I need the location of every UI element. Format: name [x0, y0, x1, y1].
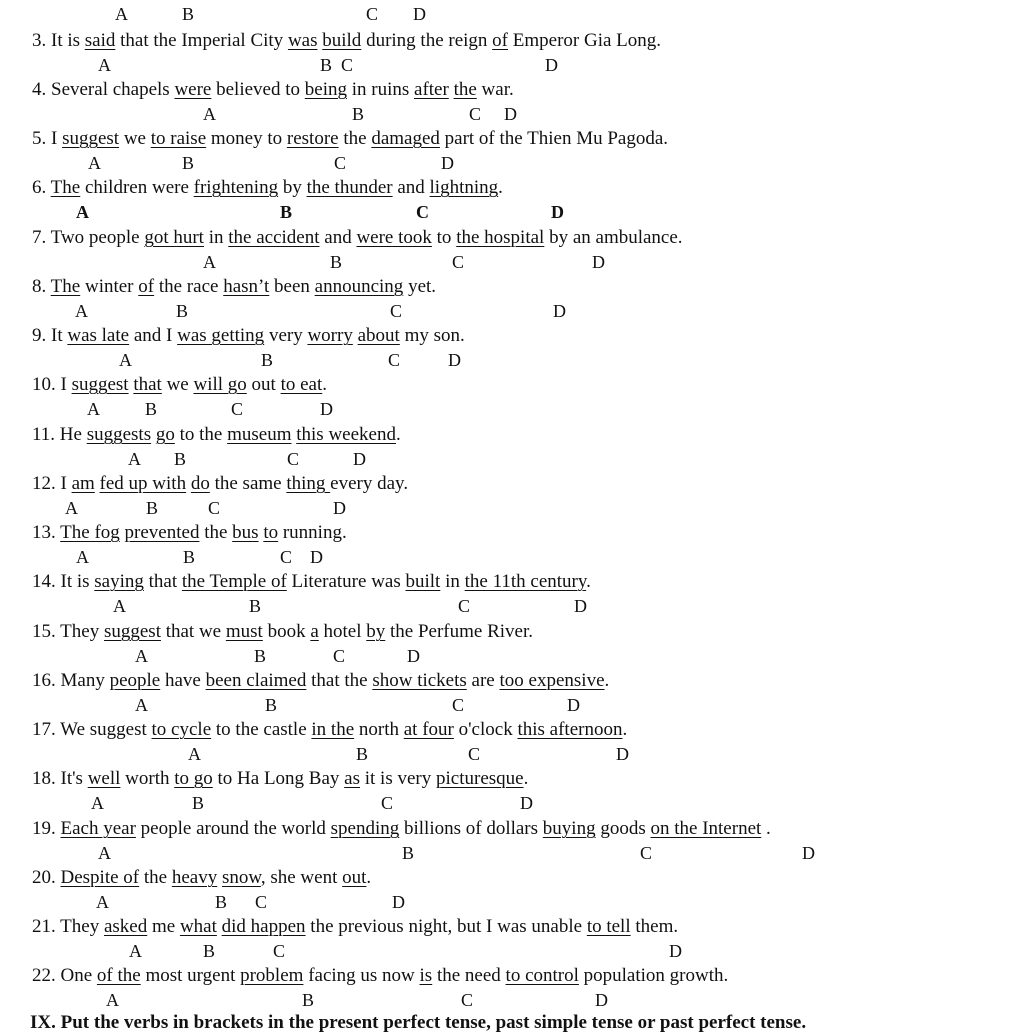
option-label-b: B — [249, 596, 262, 616]
underlined-option: this afternoon — [517, 719, 623, 740]
option-label-b: B — [330, 252, 343, 272]
sentence-text: to the castle — [211, 719, 312, 740]
sentence-text: Several chapels — [51, 79, 175, 100]
question-number: 12. — [32, 473, 61, 494]
sentence-text: the previous night, but I was unable — [305, 916, 587, 937]
underlined-option: got hurt — [144, 227, 204, 248]
option-label-c: C — [468, 744, 481, 764]
underlined-option: well — [87, 768, 121, 789]
option-label-c: C — [452, 695, 465, 715]
question-19 — [32, 818, 771, 840]
sentence-text: He — [59, 424, 87, 445]
option-label-c: C — [381, 793, 394, 813]
sentence-text: them. — [630, 916, 679, 937]
underlined-option: was late — [67, 325, 130, 346]
sentence-text: me — [147, 916, 180, 937]
question-number: 15. — [32, 621, 61, 642]
underlined-option: worry — [307, 325, 353, 346]
option-label-d: D — [333, 498, 346, 518]
option-label-d: D — [448, 350, 461, 370]
question-number: 5. — [32, 128, 51, 149]
option-label-b: B — [182, 4, 195, 24]
underlined-option: must — [225, 621, 263, 642]
question-number: 19. — [32, 818, 61, 839]
sentence-text: north — [354, 719, 404, 740]
question-16 — [32, 670, 609, 692]
option-label-a: A — [128, 449, 141, 469]
option-label-a: A — [135, 695, 148, 715]
option-label-a: A — [98, 55, 111, 75]
sentence-text: out — [246, 374, 281, 395]
question-15 — [32, 621, 533, 643]
option-label-d: D — [353, 449, 366, 469]
option-label-b: B — [174, 449, 187, 469]
sentence-text: the — [199, 522, 233, 543]
question-17 — [32, 719, 627, 741]
option-label-b: B — [145, 399, 158, 419]
sentence-text: , she went — [260, 867, 343, 888]
option-label-b: B — [215, 892, 228, 912]
underlined-option: were — [174, 79, 212, 100]
option-label-d: D — [413, 4, 426, 24]
option-label-b: B — [320, 55, 333, 75]
underlined-option: after — [414, 79, 449, 100]
question-number: 21. — [32, 916, 61, 937]
underlined-option: heavy — [171, 867, 218, 888]
option-label-d: D — [504, 104, 517, 124]
sentence-text: . — [322, 374, 328, 395]
question-number: 18. — [32, 768, 61, 789]
option-label-c: C — [640, 843, 653, 863]
underlined-option: hasn’t — [223, 276, 270, 297]
option-label-a: A — [91, 793, 104, 813]
sentence-text: to the — [174, 424, 228, 445]
option-label-a: A — [119, 350, 132, 370]
option-label-d: D — [545, 55, 558, 75]
sentence-text: that the — [306, 670, 373, 691]
option-label-a: A — [203, 252, 216, 272]
underlined-option: too expensive — [499, 670, 605, 691]
sentence-text: most urgent — [140, 965, 241, 986]
underlined-option: people — [109, 670, 161, 691]
sentence-text: that we — [160, 621, 226, 642]
question-11 — [32, 424, 401, 446]
option-label-c: C — [280, 547, 293, 567]
sentence-text: book — [262, 621, 311, 642]
underlined-option: spending — [330, 818, 400, 839]
sentence-text: Emperor Gia Long. — [508, 30, 662, 51]
underlined-option: to go — [174, 768, 213, 789]
underlined-option: to tell — [586, 916, 631, 937]
option-label-b: B — [176, 301, 189, 321]
option-label-d: D — [574, 596, 587, 616]
underlined-option: what — [179, 916, 217, 937]
underlined-option: to cycle — [151, 719, 212, 740]
underlined-option: suggests — [86, 424, 152, 445]
underlined-option: am — [71, 473, 95, 494]
underlined-option: the accident — [228, 227, 320, 248]
option-label-c: C — [208, 498, 221, 518]
sentence-text: very — [264, 325, 308, 346]
underlined-option: announcing — [314, 276, 404, 297]
sentence-text: the Perfume River. — [385, 621, 534, 642]
underlined-option: problem — [240, 965, 304, 986]
option-label-a: A — [113, 596, 126, 616]
option-label-a: A — [106, 990, 119, 1010]
underlined-option: were took — [356, 227, 432, 248]
underlined-option: as — [344, 768, 360, 789]
underlined-option: build — [322, 30, 362, 51]
question-number: 9. — [32, 325, 51, 346]
underlined-option: said — [84, 30, 116, 51]
question-3 — [32, 30, 661, 52]
underlined-option: that — [133, 374, 162, 395]
underlined-option: Despite of — [60, 867, 140, 888]
sentence-text: . — [523, 768, 529, 789]
underlined-option: built — [405, 571, 441, 592]
option-label-b: B — [182, 153, 195, 173]
sentence-text: money to — [206, 128, 287, 149]
option-label-b: B — [183, 547, 196, 567]
option-label-d: D — [616, 744, 629, 764]
underlined-option: saying — [94, 571, 144, 592]
sentence-text: in ruins — [346, 79, 415, 100]
question-number: 22. — [32, 965, 61, 986]
option-label-d: D — [407, 646, 420, 666]
sentence-text: winter — [80, 276, 139, 297]
sentence-text: It is — [51, 30, 85, 51]
underlined-option: show tickets — [372, 670, 467, 691]
underlined-option: suggest — [71, 374, 129, 395]
option-label-b: B — [261, 350, 274, 370]
underlined-option: restore — [286, 128, 339, 149]
sentence-text: It is — [60, 571, 95, 592]
option-label-b: B — [265, 695, 278, 715]
sentence-text: we — [161, 374, 194, 395]
sentence-text: in — [203, 227, 229, 248]
option-label-a: A — [129, 941, 142, 961]
sentence-text: that the Imperial City — [115, 30, 288, 51]
sentence-text: They — [60, 621, 104, 642]
option-label-c: C — [458, 596, 471, 616]
question-22 — [32, 965, 728, 987]
question-number: 7. — [32, 227, 51, 248]
underlined-option: do — [190, 473, 210, 494]
underlined-option: to — [263, 522, 279, 543]
underlined-option: prevented — [124, 522, 200, 543]
underlined-option: by — [366, 621, 386, 642]
option-label-c: C — [341, 55, 354, 75]
sentence-text: population growth. — [578, 965, 729, 986]
sentence-text: and — [319, 227, 357, 248]
sentence-text: They — [60, 916, 104, 937]
question-9 — [32, 325, 465, 347]
option-label-d: D — [320, 399, 333, 419]
question-6 — [32, 177, 503, 199]
underlined-option: thing — [286, 473, 331, 494]
sentence-text: are — [466, 670, 500, 691]
question-number: 13. — [32, 522, 61, 543]
question-10 — [32, 374, 327, 396]
sentence-text: yet. — [403, 276, 437, 297]
question-5 — [32, 128, 668, 150]
underlined-option: a — [310, 621, 319, 642]
underlined-option: was getting — [177, 325, 265, 346]
underlined-option: on the Internet — [650, 818, 762, 839]
sentence-text: . — [761, 818, 771, 839]
question-14 — [32, 571, 591, 593]
sentence-text: and — [392, 177, 430, 198]
option-label-a: A — [203, 104, 216, 124]
sentence-text: running. — [278, 522, 347, 543]
option-label-c: C — [461, 990, 474, 1010]
question-number: 14. — [32, 571, 61, 592]
option-label-d: D — [595, 990, 608, 1010]
sentence-text: children were — [80, 177, 194, 198]
underlined-option: in the — [311, 719, 355, 740]
option-label-a: A — [135, 646, 148, 666]
underlined-option: The — [50, 177, 81, 198]
underlined-option: damaged — [371, 128, 440, 149]
underlined-option: will go — [193, 374, 247, 395]
option-label-c: C — [334, 153, 347, 173]
sentence-text: I — [60, 374, 72, 395]
sentence-text: part of the Thien Mu Pagoda. — [439, 128, 669, 149]
option-label-b: B — [352, 104, 365, 124]
sentence-text: by — [278, 177, 307, 198]
underlined-option: being — [304, 79, 347, 100]
question-4 — [32, 79, 514, 101]
section-heading: IX. Put the verbs in brackets in the present perfect tense, past simple tense or past perfect tense. — [30, 1012, 807, 1033]
question-20 — [32, 867, 371, 889]
option-label-d: D — [441, 153, 454, 173]
underlined-option: the hospital — [456, 227, 545, 248]
option-label-d: D — [520, 793, 533, 813]
sentence-text: believed to — [211, 79, 305, 100]
sentence-text: Two people — [50, 227, 145, 248]
underlined-option: snow — [221, 867, 261, 888]
question-number: 6. — [32, 177, 51, 198]
underlined-option: buying — [542, 818, 596, 839]
underlined-option: museum — [227, 424, 292, 445]
question-number: 4. — [32, 79, 51, 100]
option-label-c: C — [388, 350, 401, 370]
option-label-c: C — [366, 4, 379, 24]
option-label-a: A — [75, 301, 88, 321]
sentence-text: been — [269, 276, 315, 297]
underlined-option: to control — [505, 965, 579, 986]
underlined-option: was — [287, 30, 318, 51]
underlined-option: been claimed — [205, 670, 307, 691]
option-label-b: B — [356, 744, 369, 764]
sentence-text: . — [622, 719, 628, 740]
underlined-option: The fog — [60, 522, 120, 543]
option-label-c: C — [287, 449, 300, 469]
sentence-text: We suggest — [60, 719, 152, 740]
sentence-text: every day. — [330, 473, 409, 494]
option-label-d: D — [669, 941, 682, 961]
option-label-c: C — [469, 104, 482, 124]
question-number: 3. — [32, 30, 51, 51]
sentence-text: we — [119, 128, 151, 149]
underlined-option: of — [492, 30, 508, 51]
underlined-option: to raise — [150, 128, 207, 149]
underlined-option: of the — [96, 965, 141, 986]
option-label-c: C — [333, 646, 346, 666]
option-label-a: A — [87, 399, 100, 419]
underlined-option: the Temple of — [181, 571, 287, 592]
option-label-a: A — [76, 202, 89, 222]
question-18 — [32, 768, 528, 790]
option-label-d: D — [553, 301, 566, 321]
option-label-b: B — [302, 990, 315, 1010]
option-label-c: C — [255, 892, 268, 912]
underlined-option: suggest — [62, 128, 120, 149]
underlined-option: bus — [232, 522, 259, 543]
underlined-option: to eat — [280, 374, 323, 395]
sentence-text: It — [51, 325, 68, 346]
underlined-option: suggest — [103, 621, 161, 642]
sentence-text: . — [604, 670, 610, 691]
sentence-text: o'clock — [453, 719, 518, 740]
option-label-a: A — [76, 547, 89, 567]
sentence-text: people around the world — [135, 818, 331, 839]
sentence-text: the — [139, 867, 172, 888]
sentence-text: . — [366, 867, 372, 888]
option-label-d: D — [567, 695, 580, 715]
option-label-b: B — [402, 843, 415, 863]
underlined-option: this weekend — [296, 424, 396, 445]
question-21 — [32, 916, 678, 938]
option-label-a: A — [188, 744, 201, 764]
question-12 — [32, 473, 408, 495]
underlined-option: The — [50, 276, 81, 297]
sentence-text: war. — [476, 79, 514, 100]
option-label-c: C — [390, 301, 403, 321]
question-number: 16. — [32, 670, 61, 691]
underlined-option: asked — [103, 916, 148, 937]
option-label-a: A — [88, 153, 101, 173]
question-number: 10. — [32, 374, 61, 395]
option-label-b: B — [192, 793, 205, 813]
question-7 — [32, 227, 683, 249]
underlined-option: about — [357, 325, 400, 346]
option-label-d: D — [802, 843, 815, 863]
question-number: 17. — [32, 719, 61, 740]
sentence-text: to — [431, 227, 457, 248]
underlined-option: of — [138, 276, 155, 297]
underlined-option: the 11th century — [464, 571, 587, 592]
option-label-c: C — [273, 941, 286, 961]
sentence-text: I — [60, 473, 72, 494]
sentence-text: goods — [595, 818, 651, 839]
option-label-c: C — [231, 399, 244, 419]
option-label-d: D — [310, 547, 323, 567]
question-number: 11. — [32, 424, 60, 445]
underlined-option: Each year — [60, 818, 136, 839]
underlined-option: did happen — [221, 916, 306, 937]
sentence-text: hotel — [318, 621, 367, 642]
sentence-text: it is very — [360, 768, 436, 789]
sentence-text: One — [60, 965, 97, 986]
sentence-text: facing us now — [303, 965, 420, 986]
option-label-d: D — [592, 252, 605, 272]
sentence-text: It's — [60, 768, 88, 789]
sentence-text: the same — [209, 473, 287, 494]
sentence-text: during the reign — [361, 30, 493, 51]
sentence-text: Many — [60, 670, 110, 691]
sentence-text: in — [440, 571, 465, 592]
option-label-b: B — [203, 941, 216, 961]
sentence-text: . — [586, 571, 591, 592]
underlined-option: fed up with — [99, 473, 187, 494]
question-8 — [32, 276, 436, 298]
sentence-text: I — [51, 128, 63, 149]
sentence-text: that — [143, 571, 182, 592]
sentence-text: have — [160, 670, 206, 691]
option-label-a: A — [65, 498, 78, 518]
option-label-b: B — [254, 646, 267, 666]
option-label-d: D — [551, 202, 564, 222]
sentence-text: the need — [432, 965, 506, 986]
question-number: 8. — [32, 276, 51, 297]
sentence-text: the race — [154, 276, 224, 297]
underlined-option: picturesque — [436, 768, 524, 789]
sentence-text: . — [395, 424, 401, 445]
underlined-option: the thunder — [306, 177, 393, 198]
option-label-c: C — [452, 252, 465, 272]
underlined-option: lightning — [429, 177, 499, 198]
underlined-option: is — [419, 965, 433, 986]
underlined-option: the — [453, 79, 477, 100]
underlined-option: go — [155, 424, 175, 445]
sentence-text: Literature was — [286, 571, 406, 592]
sentence-text: my son. — [399, 325, 465, 346]
sentence-text: by an ambulance. — [544, 227, 683, 248]
option-label-b: B — [146, 498, 159, 518]
option-label-d: D — [392, 892, 405, 912]
sentence-text: worth — [120, 768, 175, 789]
option-label-a: A — [98, 843, 111, 863]
option-label-c: C — [416, 202, 429, 222]
sentence-text: and I — [129, 325, 178, 346]
sentence-text: to Ha Long Bay — [212, 768, 345, 789]
question-number: 20. — [32, 867, 61, 888]
underlined-option: frightening — [193, 177, 279, 198]
sentence-text: billions of dollars — [399, 818, 543, 839]
sentence-text: the — [338, 128, 372, 149]
option-label-b: B — [280, 202, 293, 222]
underlined-option: out — [342, 867, 367, 888]
option-label-a: A — [115, 4, 128, 24]
underlined-option: at four — [403, 719, 454, 740]
option-label-a: A — [96, 892, 109, 912]
question-13 — [32, 522, 347, 544]
sentence-text: . — [498, 177, 503, 198]
